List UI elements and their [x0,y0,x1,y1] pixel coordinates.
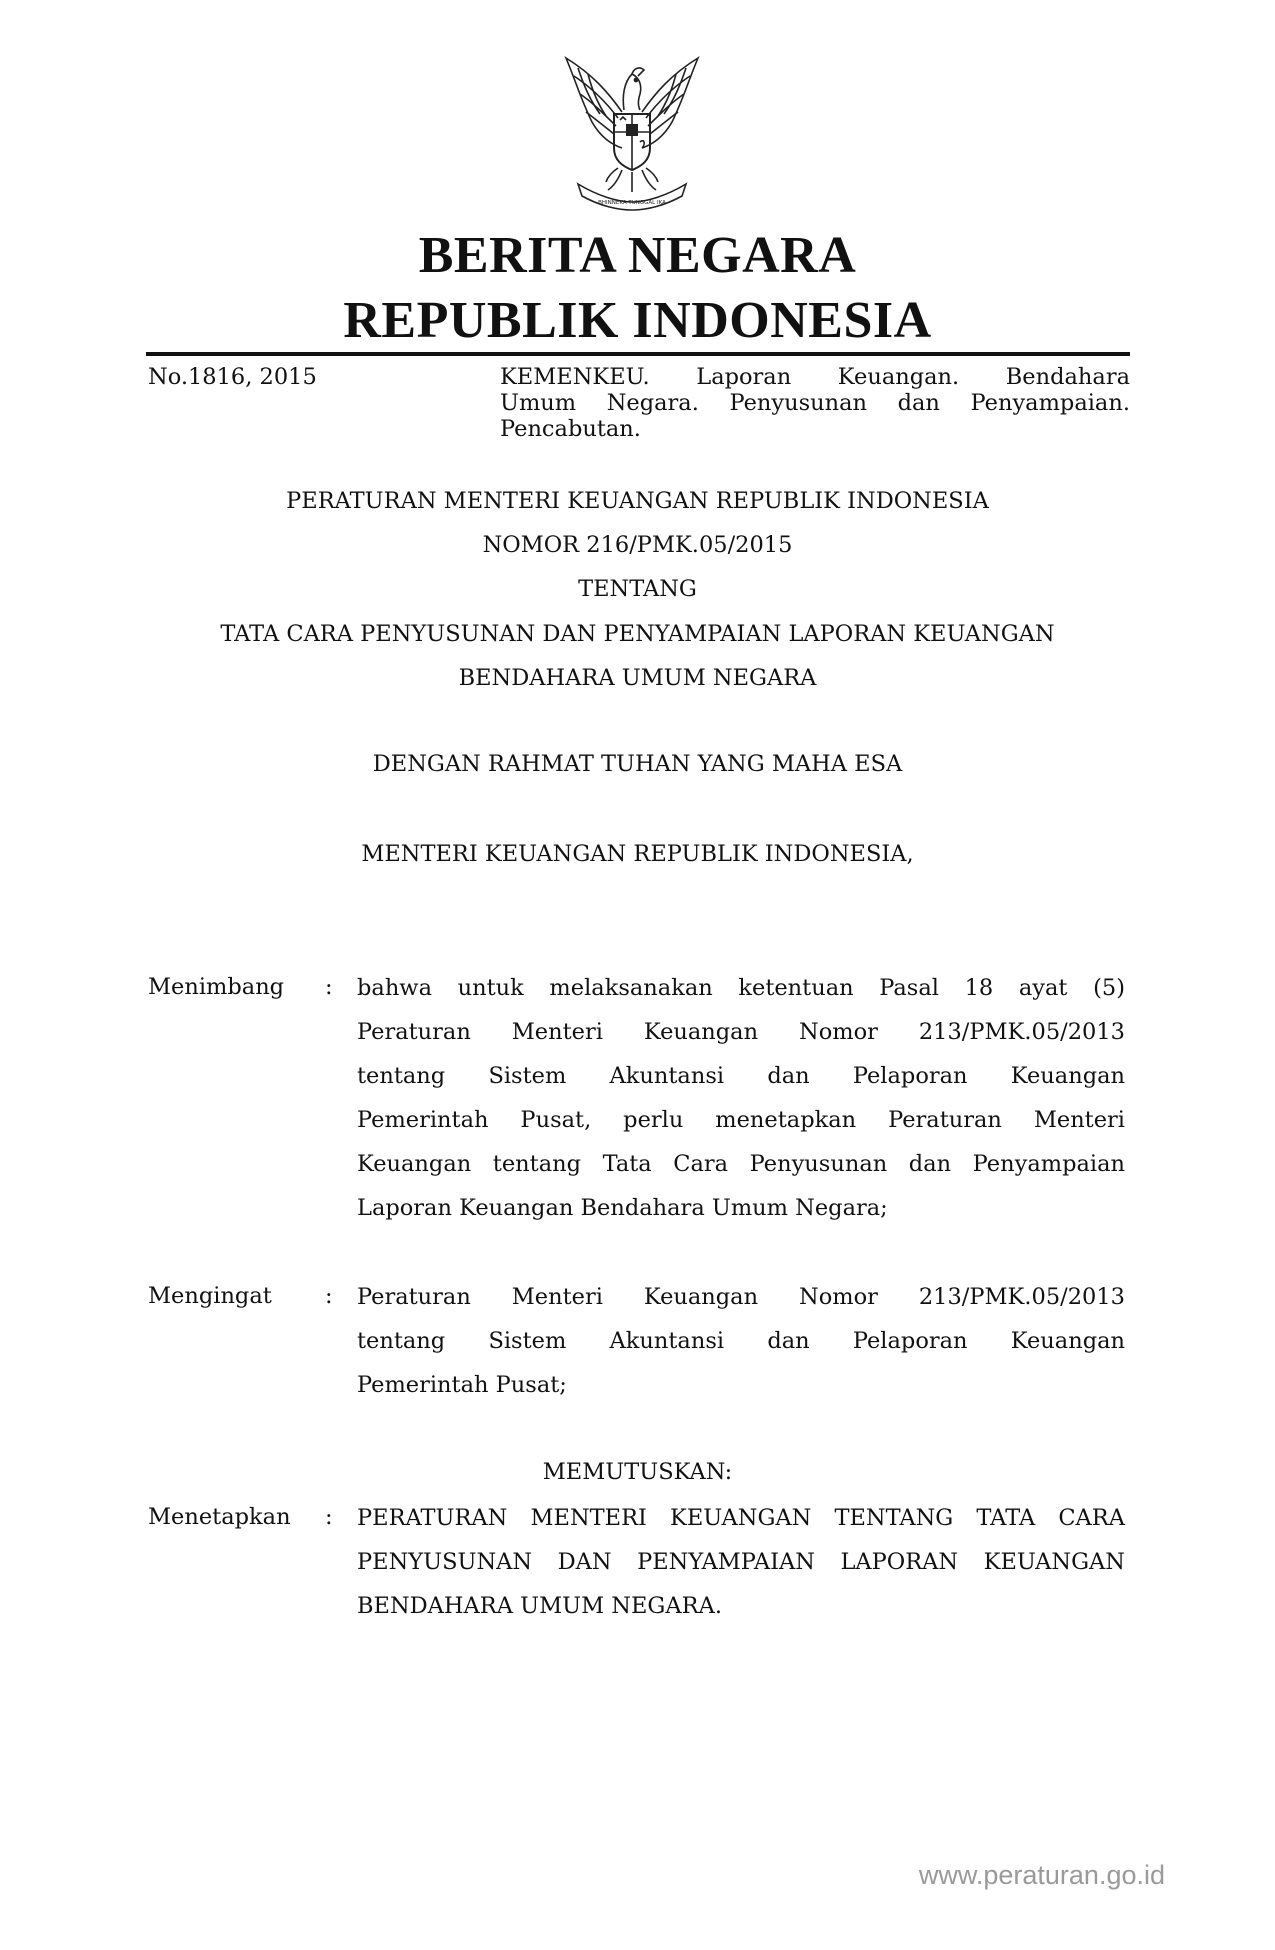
regulation-tentang: TENTANG [578,576,697,602]
garuda-emblem-icon [548,52,716,212]
menimbang-label: Menimbang [148,974,285,1000]
regulation-title: PERATURAN MENTERI KEUANGAN REPUBLIK INDONESIA [286,488,989,514]
regulation-subject-line1: TATA CARA PENYUSUNAN DAN PENYAMPAIAN LAPORAN KEUANGAN [220,621,1055,647]
gazette-subject [500,364,1130,442]
subject-line: Umum Negara. Penyusunan dan Penyampaian. [500,390,1130,416]
menetapkan-text [357,1496,1125,1628]
menetapkan-line: BENDAHARA UMUM NEGARA. [357,1593,722,1619]
subject-line: Pencabutan. [500,416,641,442]
masthead-title-line1: BERITA NEGARA [418,227,857,284]
regulation-subject-line2: BENDAHARA UMUM NEGARA [458,665,817,691]
menetapkan-colon: : [325,1504,333,1530]
masthead-divider [146,352,1130,356]
menimbang-colon: : [325,974,333,1000]
menimbang-line: Laporan Keuangan Bendahara Umum Negara; [357,1195,888,1221]
masthead-title-line2: REPUBLIK INDONESIA [343,292,932,349]
menetapkan-line: PENYUSUNAN DAN PENYAMPAIAN LAPORAN KEUANGAN [357,1549,1125,1575]
svg-text:BHINNEKA TUNGGAL IKA: BHINNEKA TUNGGAL IKA [598,200,666,206]
subject-line: KEMENKEU. Laporan Keuangan. Bendahara [500,364,1130,390]
menimbang-line: tentang Sistem Akuntansi dan Pelaporan Keuangan [357,1063,1125,1089]
gazette-number: No.1816, 2015 [148,364,317,390]
mengingat-line: tentang Sistem Akuntansi dan Pelaporan Keuangan [357,1328,1125,1354]
mengingat-label: Mengingat [148,1283,272,1309]
footer-url: www.peraturan.go.id [918,1860,1165,1890]
menetapkan-label: Menetapkan [148,1504,291,1530]
menimbang-text [357,966,1125,1230]
menimbang-line: Pemerintah Pusat, perlu menetapkan Peraturan Menteri [357,1107,1125,1133]
menimbang-line: Peraturan Menteri Keuangan Nomor 213/PMK.05/2013 [357,1019,1125,1045]
menimbang-line: bahwa untuk melaksanakan ketentuan Pasal 18 ayat (5) [357,975,1125,1001]
invocation: DENGAN RAHMAT TUHAN YANG MAHA ESA [372,751,903,777]
memutuskan-heading: MEMUTUSKAN: [542,1459,733,1485]
regulation-number: NOMOR 216/PMK.05/2015 [482,532,793,558]
menetapkan-line: PERATURAN MENTERI KEUANGAN TENTANG TATA CARA [357,1505,1125,1531]
mengingat-line: Pemerintah Pusat; [357,1372,567,1398]
mengingat-colon: : [325,1283,333,1309]
mengingat-line: Peraturan Menteri Keuangan Nomor 213/PMK.05/2013 [357,1284,1125,1310]
menimbang-line: Keuangan tentang Tata Cara Penyusunan dan Penyampaian [357,1151,1125,1177]
minister-title: MENTERI KEUANGAN REPUBLIK INDONESIA, [361,841,914,867]
mengingat-text [357,1275,1125,1407]
